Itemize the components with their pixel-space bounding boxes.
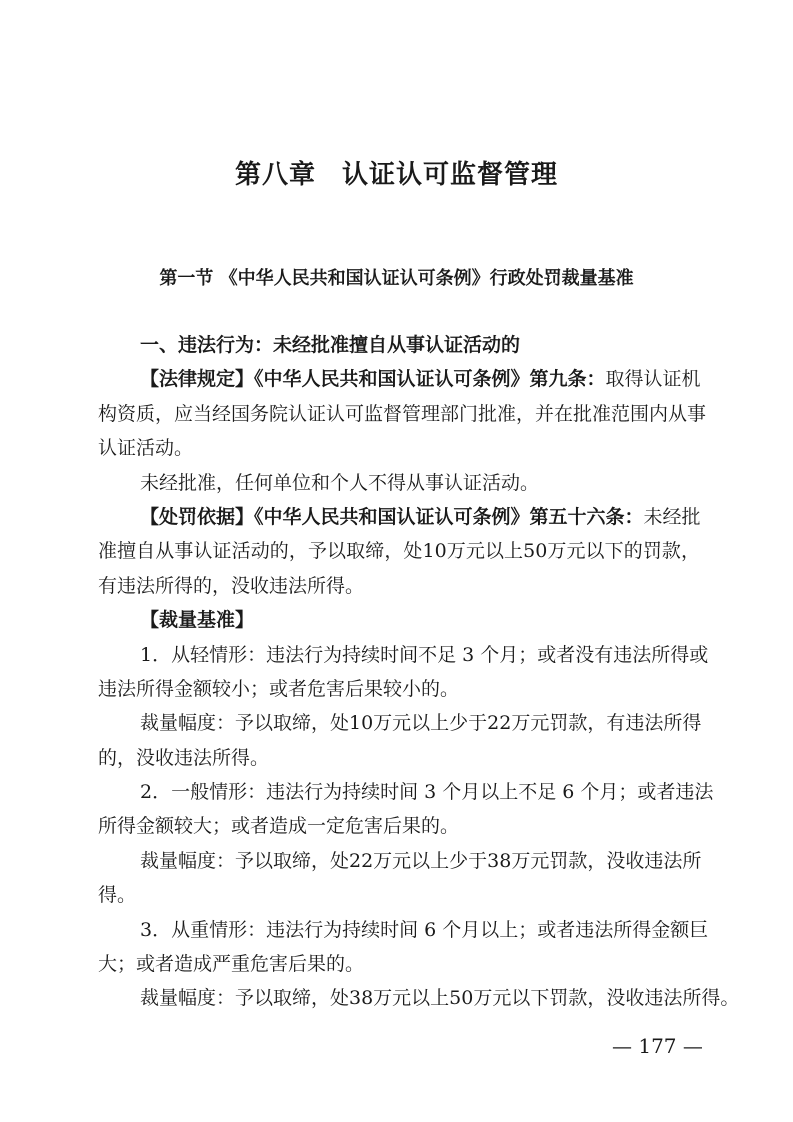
discretion-label: 【裁量基准】 <box>140 609 255 632</box>
penalty-basis-line: 有违法所得的，没收违法所得。 <box>98 574 365 597</box>
item-heading: 一、违法行为：未经批准擅自从事认证活动的 <box>140 334 521 356</box>
range-light: 的，没收违法所得。 <box>98 746 270 769</box>
standard-heavy: 大；或者造成严重危害后果的。 <box>98 953 365 976</box>
section-title: 第一节 《中华人民共和国认证认可条例》行政处罚裁量基准 <box>159 268 634 289</box>
standard-general: 2．一般情形：违法行为持续时间 3 个月以上不足 6 个月；或者违法 <box>140 781 714 804</box>
legal-provision-line: 认证活动。 <box>98 437 194 460</box>
chapter-number: 第八章 <box>234 160 316 190</box>
text: 取得认证机 <box>605 368 701 391</box>
range-general: 得。 <box>98 884 137 907</box>
range-general: 裁量幅度：予以取缔，处22万元以上少于38万元罚款，没收违法所 <box>140 849 702 872</box>
chapter-name: 认证认可监督管理 <box>342 160 559 190</box>
chapter-title <box>0 154 793 191</box>
text: 未经批 <box>643 505 701 528</box>
legal-provision-line <box>98 362 700 396</box>
standard-light: 1．从轻情形：违法行为持续时间不足 3 个月；或者没有违法所得或 <box>140 643 709 666</box>
page-number: — 177 — <box>612 1034 703 1058</box>
standard-heavy: 3．从重情形：违法行为持续时间 6 个月以上；或者违法所得金额巨 <box>140 918 709 941</box>
range-heavy: 裁量幅度：予以取缔，处38万元以上50万元以下罚款，没收违法所得。 <box>140 987 740 1010</box>
legal-provision-line: 构资质，应当经国务院认证认可监督管理部门批准，并在批准范围内从事 <box>98 402 707 425</box>
standard-general: 所得金额较大；或者造成一定危害后果的。 <box>98 815 460 838</box>
range-light: 裁量幅度：予以取缔，处10万元以上少于22万元罚款，有违法所得 <box>140 712 702 735</box>
standard-light: 违法所得金额较小；或者危害后果较小的。 <box>98 677 460 700</box>
penalty-basis-line: 准擅自从事认证活动的，予以取缔，处10万元以上50万元以下的罚款， <box>98 540 700 563</box>
legal-provision-para2: 未经批准，任何单位和个人不得从事认证活动。 <box>140 471 540 494</box>
penalty-basis-label: 【处罚依据】《中华人民共和国认证认可条例》第五十六条： <box>140 505 644 528</box>
legal-provision-label: 【法律规定】《中华人民共和国认证认可条例》第九条： <box>140 368 606 391</box>
penalty-basis-line <box>98 500 700 534</box>
document-body <box>98 328 740 1016</box>
